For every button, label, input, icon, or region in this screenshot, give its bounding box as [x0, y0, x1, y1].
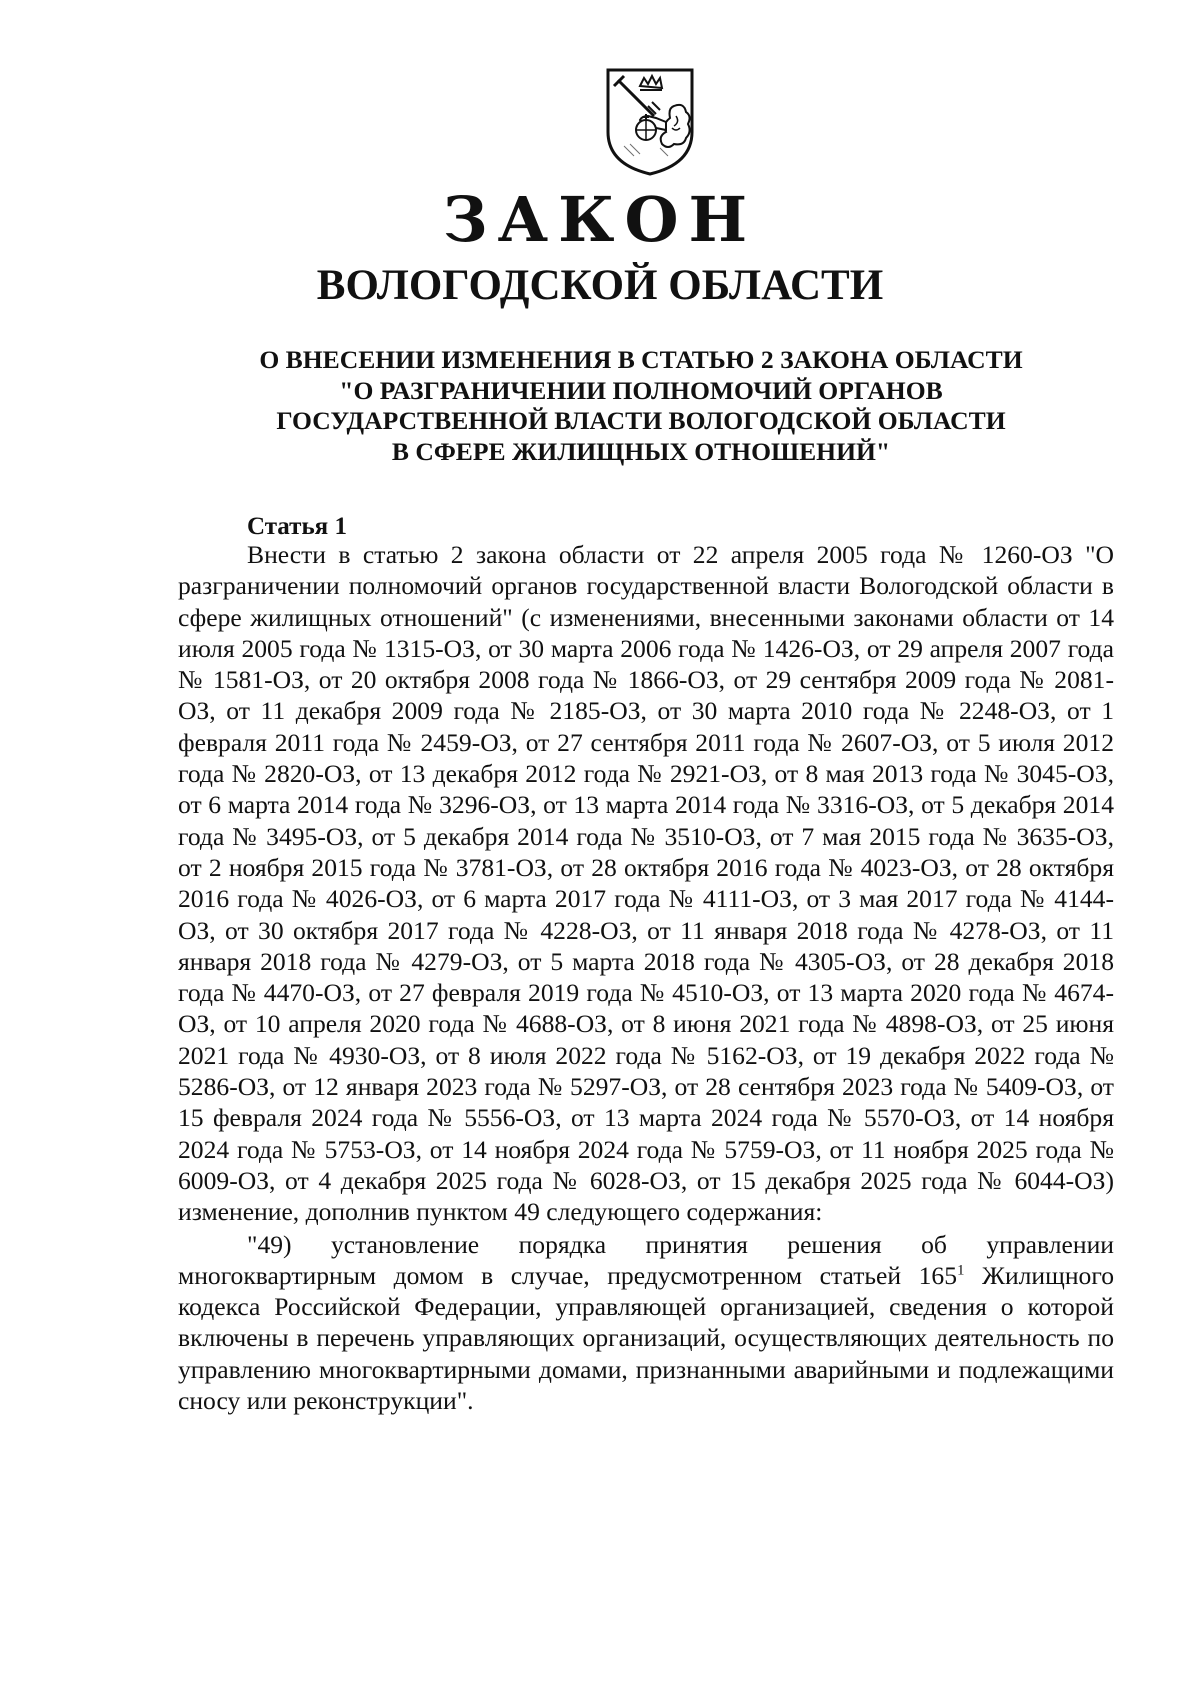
article-body: [178, 539, 1114, 1416]
document-region: ВОЛОГОДСКОЙ ОБЛАСТИ: [316, 262, 884, 309]
superscript-index: 1: [957, 1262, 965, 1279]
article-paragraph: [178, 1229, 1114, 1417]
article-heading: Статья 1: [247, 513, 347, 540]
coat-of-arms-icon: [604, 66, 696, 178]
paragraph-text: Жилищного кодекса Российской Федерации, управляющей организацией, сведения о которой включены в перечень управляющих организаций, осуществляющих деятельность по управлению многоквартирными домами, признанными аварийными и подлежащими сносу или реконструкции".: [178, 1260, 1114, 1416]
article-paragraph: Внести в статью 2 закона области от 22 апреля 2005 года № 1260-ОЗ "О разграничении полномочий органов государственной власти Вологодской области в сфере жилищных отношений" (с изменениями, внесенными законами области от 14 июля 2005 года № 1315-ОЗ, от 30 марта 2006 года № 1426-ОЗ, от 29 апреля 2007 года № 1581-ОЗ, от 20 октября 2008 года № 1866-ОЗ, от 29 сентября 2009 года № 2081-ОЗ, от 11 декабря 2009 года № 2185-ОЗ, от 30 марта 2010 года № 2248-ОЗ, от 1 февраля 2011 года № 2459-ОЗ, от 27 сентября 2011 года № 2607-ОЗ, от 5 июля 2012 года № 2820-ОЗ, от 13 декабря 2012 года № 2921-ОЗ, от 8 мая 2013 года № 3045-ОЗ, от 6 марта 2014 года № 3296-ОЗ, от 13 марта 2014 года № 3316-ОЗ, от 5 декабря 2014 года № 3495-ОЗ, от 5 декабря 2014 года № 3510-ОЗ, от 7 мая 2015 года № 3635-ОЗ, от 2 ноября 2015 года № 3781-ОЗ, от 28 октября 2016 года № 4023-ОЗ, от 28 октября 2016 года № 4026-ОЗ, от 6 марта 2017 года № 4111-ОЗ, от 3 мая 2017 года № 4144-ОЗ, от 30 октября 2017 года № 4228-ОЗ, от 11 января 2018 года № 4278-ОЗ, от 11 января 2018 года № 4279-ОЗ, от 5 марта 2018 года № 4305-ОЗ, от 28 декабря 2018 года № 4470-ОЗ, от 27 февраля 2019 года № 4510-ОЗ, от 13 марта 2020 года № 4674-ОЗ, от 10 апреля 2020 года № 4688-ОЗ, от 8 июня 2021 года № 4898-ОЗ, от 25 июня 2021 года № 4930-ОЗ, от 8 июля 2022 года № 5162-ОЗ, от 19 декабря 2022 года № 5286-ОЗ, от 12 января 2023 года № 5297-ОЗ, от 28 сентября 2023 года № 5409-ОЗ, от 15 февраля 2024 года № 5556-ОЗ, от 13 марта 2024 года № 5570-ОЗ, от 14 ноября 2024 года № 5753-ОЗ, от 14 ноября 2024 года № 5759-ОЗ, от 11 ноября 2025 года № 6009-ОЗ, от 4 декабря 2025 года № 6028-ОЗ, от 15 декабря 2025 года № 6044-ОЗ) изменение, дополнив пунктом 49 следующего содержания:: [178, 540, 1114, 1227]
paragraph-text: "49) установление порядка принятия решения об управлении многоквартирным домом в случае, предусмотренном статьей 165: [178, 1229, 1114, 1290]
document-title: ЗАКОН: [442, 183, 758, 256]
document-subject: [200, 345, 1082, 467]
subject-line: "О РАЗГРАНИЧЕНИИ ПОЛНОМОЧИЙ ОРГАНОВ: [339, 375, 943, 405]
subject-line: ГОСУДАРСТВЕННОЙ ВЛАСТИ ВОЛОГОДСКОЙ ОБЛАСТИ: [276, 406, 1006, 435]
subject-line: О ВНЕСЕНИИ ИЗМЕНЕНИЯ В СТАТЬЮ 2 ЗАКОНА ОБЛАСТИ: [259, 345, 1023, 374]
subject-line: В СФЕРЕ ЖИЛИЩНЫХ ОТНОШЕНИЙ": [391, 436, 891, 466]
